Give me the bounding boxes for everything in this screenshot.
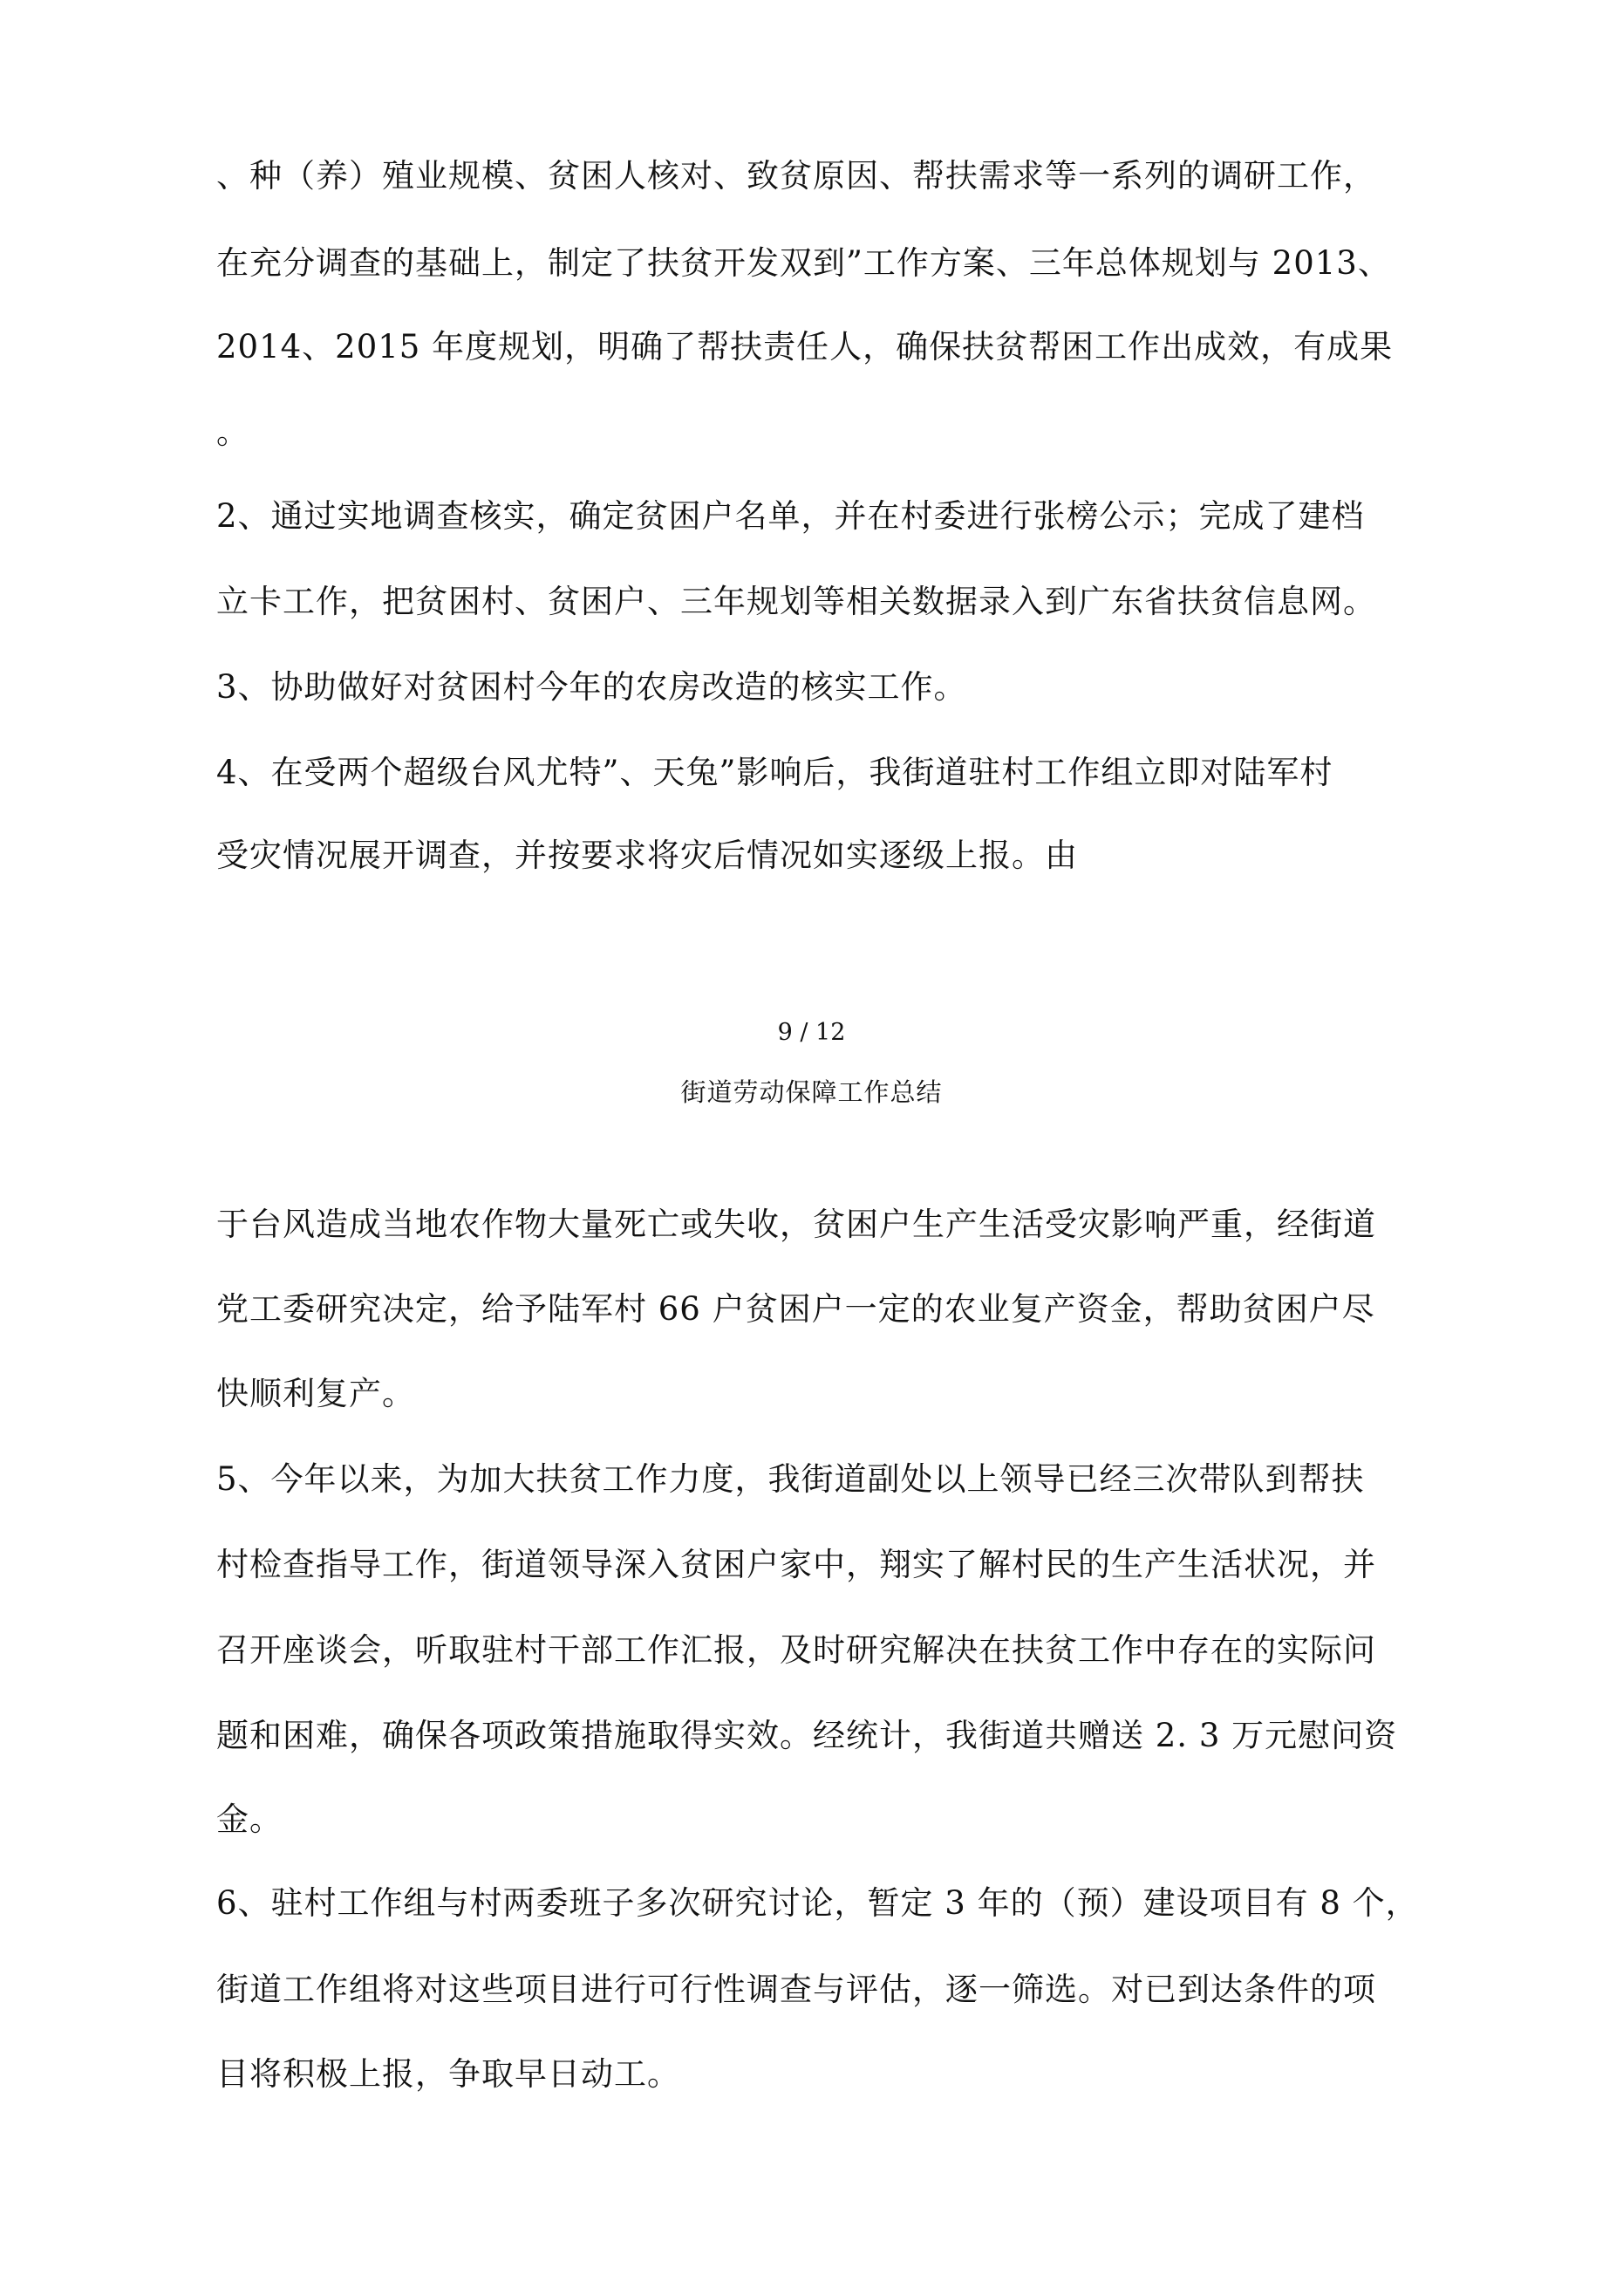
paragraph-line: 5、今年以来，为加大扶贫工作力度，我街道副处以上领导已经三次带队到帮扶 — [216, 1460, 1365, 1498]
paragraph-line: 3、协助做好对贫困村今年的农房改造的核实工作。 — [216, 668, 967, 706]
paragraph-line: 村检查指导工作，街道领导深入贫困户家中，翔实了解村民的生产生活状况，并 — [216, 1546, 1376, 1583]
paragraph-line: 党工委研究决定，给予陆军村 66 户贫困户一定的农业复产资金，帮助贫困户尽 — [216, 1290, 1375, 1328]
page-number: 9 / 12 — [777, 1019, 846, 1046]
paragraph-line: 在充分调查的基础上，制定了扶贫开发双到”工作方案、三年总体规划与 2013、 — [216, 244, 1391, 282]
paragraph-line: 6、驻村工作组与村两委班子多次研究讨论，暂定 3 年的（预）建设项目有 8 个， — [216, 1884, 1419, 1922]
paragraph-line: 受灾情况展开调查，并按要求将灾后情况如实逐级上报。由 — [216, 837, 1078, 874]
paragraph-line: 4、在受两个超级台风尤特”、天兔”影响后，我街道驻村工作组立即对陆军村 — [216, 754, 1333, 791]
paragraph-line: 。 — [216, 413, 249, 451]
paragraph-line: 召开座谈会，听取驻村干部工作汇报，及时研究解决在扶贫工作中存在的实际问 — [216, 1631, 1376, 1669]
paragraph-line: 于台风造成当地农作物大量死亡或失收，贫困户生产生活受灾影响严重，经街道 — [216, 1206, 1376, 1243]
paragraph-line: 立卡工作，把贫困村、贫困户、三年规划等相关数据录入到广东省扶贫信息网。 — [216, 583, 1376, 620]
paragraph-line: 2、通过实地调查核实，确定贫困户名单，并在村委进行张榜公示；完成了建档 — [216, 497, 1365, 535]
paragraph-line: 快顺利复产。 — [216, 1375, 415, 1412]
paragraph-line: 题和困难，确保各项政策措施取得实效。经统计，我街道共赠送 2. 3 万元慰问资 — [216, 1717, 1398, 1754]
paragraph-line: 目将积极上报，争取早日动工。 — [216, 2055, 680, 2093]
paragraph-line: 金。 — [216, 1801, 283, 1838]
running-title: 街道劳动保障工作总结 — [680, 1077, 943, 1107]
paragraph-line: 、种（养）殖业规模、贫困人核对、致贫原因、帮扶需求等一系列的调研工作， — [216, 157, 1376, 195]
paragraph-line: 街道工作组将对这些项目进行可行性调查与评估，逐一筛选。对已到达条件的项 — [216, 1971, 1376, 2008]
paragraph-line: 2014、2015 年度规划，明确了帮扶责任人，确保扶贫帮困工作出成效，有成果 — [216, 328, 1394, 366]
